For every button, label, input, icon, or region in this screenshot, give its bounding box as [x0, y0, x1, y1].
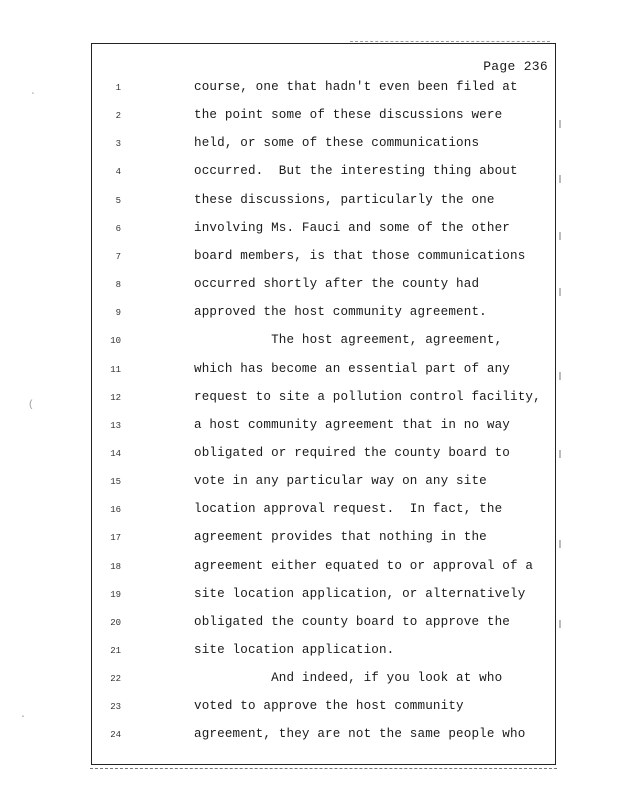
line-number: 14 — [110, 448, 121, 459]
line-text: agreement, they are not the same people who — [194, 727, 526, 742]
line-number: 17 — [110, 533, 121, 544]
line-number: 6 — [115, 223, 121, 234]
transcript-line — [91, 333, 556, 353]
line-number: 7 — [115, 251, 121, 262]
line-number: 11 — [110, 364, 121, 375]
transcript-line — [91, 277, 556, 297]
line-text: these discussions, particularly the one — [194, 192, 495, 207]
line-text: held, or some of these communications — [194, 136, 480, 151]
line-text: location approval request. In fact, the — [194, 502, 503, 517]
transcript-line — [91, 530, 556, 550]
transcript-line — [91, 446, 556, 466]
left-margin-mark: ʻ — [30, 92, 37, 103]
line-number: 8 — [115, 280, 121, 291]
edge-tick — [559, 450, 561, 458]
line-number: 23 — [110, 702, 121, 713]
line-number: 10 — [110, 336, 121, 347]
line-number: 24 — [110, 730, 121, 741]
line-text: obligated or required the county board to — [194, 445, 511, 460]
line-number: 21 — [110, 646, 121, 656]
transcript-line — [91, 727, 556, 747]
transcript-line — [91, 164, 556, 184]
line-text: approved the host community agreement. — [194, 305, 487, 320]
edge-tick — [559, 620, 561, 628]
line-text: site location application, or alternatively — [194, 586, 526, 601]
transcript-line — [91, 193, 556, 213]
left-margin-mark: ( — [28, 400, 35, 411]
transcript-line — [91, 249, 556, 269]
transcript-line — [91, 474, 556, 494]
edge-tick — [559, 372, 561, 380]
left-margin-mark: · — [20, 712, 27, 723]
line-text: voted to approve the host community — [194, 699, 464, 714]
page-number: Page 236 — [483, 59, 548, 74]
transcript-line — [91, 615, 556, 635]
line-number: 5 — [115, 195, 121, 206]
line-number: 9 — [115, 308, 121, 319]
line-text: And indeed, if you look at who — [194, 671, 503, 686]
transcript-line — [91, 418, 556, 438]
transcript-line — [91, 643, 556, 663]
transcript-line — [91, 559, 556, 579]
transcript-line — [91, 108, 556, 128]
line-text: involving Ms. Fauci and some of the other — [194, 220, 511, 235]
line-number: 13 — [110, 420, 121, 431]
line-number: 1 — [115, 83, 121, 93]
scan-artifact-bottom — [90, 764, 557, 769]
line-text: agreement either equated to or approval of a — [194, 558, 534, 573]
line-number: 19 — [110, 589, 121, 600]
line-number: 20 — [110, 617, 121, 628]
transcript-line — [91, 390, 556, 410]
edge-tick — [559, 540, 561, 548]
line-text: obligated the county board to approve the — [194, 614, 511, 629]
line-number: 2 — [115, 111, 121, 122]
transcript-line — [91, 587, 556, 607]
edge-tick — [559, 120, 561, 128]
line-text: occurred. But the interesting thing about — [194, 164, 518, 179]
line-number: 22 — [110, 674, 121, 685]
line-text: occurred shortly after the county had — [194, 277, 480, 292]
line-text: vote in any particular way on any site — [194, 474, 487, 489]
line-text: site location application. — [194, 643, 395, 657]
line-text: a host community agreement that in no way — [194, 417, 511, 432]
line-text: The host agreement, agreement, — [194, 333, 503, 348]
transcript-line — [91, 699, 556, 719]
transcript-line — [91, 80, 556, 100]
edge-tick — [559, 232, 561, 240]
transcript-line — [91, 136, 556, 156]
line-number: 4 — [115, 167, 121, 178]
line-number: 3 — [115, 139, 121, 150]
line-number: 18 — [110, 561, 121, 572]
line-number: 15 — [110, 477, 121, 488]
line-text: request to site a pollution control facility, — [194, 389, 541, 404]
line-text: board members, is that those communications — [194, 248, 526, 263]
edge-tick — [559, 288, 561, 296]
line-text: course, one that hadn't even been filed at — [194, 80, 518, 94]
scan-artifact-top — [350, 41, 550, 44]
line-text: which has become an essential part of any — [194, 361, 511, 376]
transcript-line — [91, 305, 556, 325]
transcript-line — [91, 362, 556, 382]
line-text: agreement provides that nothing in the — [194, 530, 487, 545]
line-number: 16 — [110, 505, 121, 516]
transcript-line — [91, 671, 556, 691]
transcript-line — [91, 502, 556, 522]
transcript-line — [91, 221, 556, 241]
line-number: 12 — [110, 392, 121, 403]
edge-tick — [559, 175, 561, 183]
line-text: the point some of these discussions were — [194, 108, 503, 123]
